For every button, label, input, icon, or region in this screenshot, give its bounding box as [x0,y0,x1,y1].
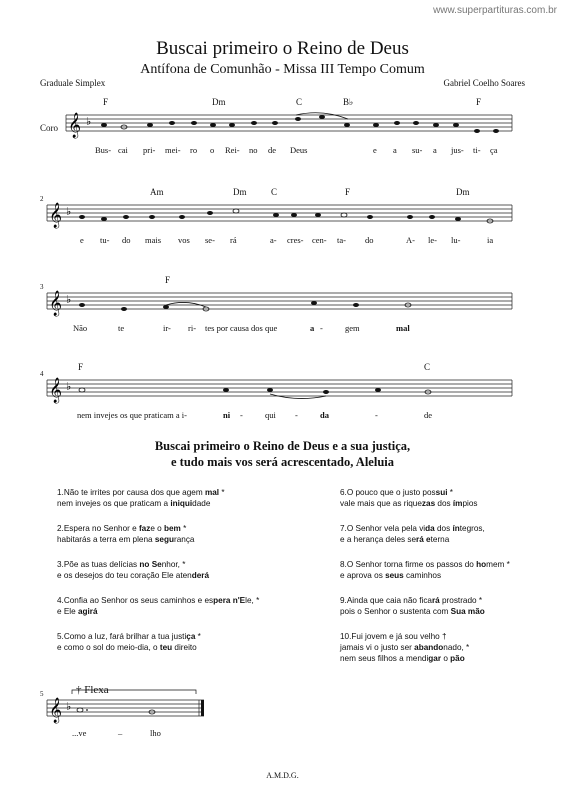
lyric-syllable: mei- [165,145,181,155]
flexa-system [0,680,565,740]
verse-text: sos [449,560,463,569]
verse-text: rá [416,535,424,544]
lyric-syllable: ta- [337,235,346,245]
verse-text: justi [169,632,187,641]
verse-text: pão [450,654,465,663]
verse-text: Ainda que caia não fica [346,596,432,605]
lyric-syllable: jus- [451,145,464,155]
footer-amdg: A.M.D.G. [266,771,299,780]
flexa-label: † Flexa [76,684,109,696]
lyric-syllable: ti- [473,145,481,155]
instrument-label: Coro [40,123,58,133]
verse-text: sui [435,488,448,497]
verse-text: e o [150,524,164,533]
lyric-syllable: lho [150,728,161,738]
verse-text: to [413,488,421,497]
lyric-syllable: do [365,235,374,245]
staff-2 [0,185,565,245]
chord-symbol: F [78,362,84,372]
verse-text: mão [467,607,485,616]
verse-text: * [180,524,187,533]
chord-symbol: Dm [456,187,470,197]
verse-3 [57,559,209,581]
verse-text: pios [462,499,478,508]
verse-number: 6. [340,488,347,497]
verse-text: Confia ao Senhor os seus caminhos e es [63,596,214,605]
staff-system-2 [0,185,565,245]
verse-text: dos [434,524,453,533]
lyric-syllable: a [433,145,437,155]
verse-text: * [476,596,483,605]
verse-10 [340,631,469,664]
lyric-syllable: ...ve [72,728,87,738]
verse-text: e Ele [57,607,78,616]
verse-number: 9. [340,596,347,605]
flat-icon: ♭ [66,205,72,218]
lyric-syllable: a [393,145,397,155]
verse-number: 2. [57,524,64,533]
flat-icon: ♭ [66,700,72,713]
verse-5 [57,631,201,653]
chord-symbol: C [296,97,303,107]
verse-text: ín [452,524,460,533]
chord-symbol: Am [150,187,164,197]
lyric-syllable: cres- [287,235,304,245]
treble-clef-icon: 𝄞 [49,378,63,403]
chord-symbol: F [345,187,351,197]
verse-text: nhos [423,571,442,580]
verse-number: 3. [57,560,64,569]
verse-text: nado, * [443,643,470,652]
lyric-syllable: tes por causa dos que [205,323,278,333]
lyric-syllable: da [320,410,329,420]
verse-text: * [219,488,225,497]
verse-9 [340,595,485,617]
verse-text: nhor [161,560,178,569]
lyric-syllable: ça [490,145,498,155]
lyric-syllable: de [424,410,433,420]
verses-right-column [340,487,560,662]
verse-number: 5. [57,632,64,641]
lyric-syllable: – [118,728,123,738]
verse-1 [57,487,225,509]
lyric-syllable: le- [428,235,437,245]
verse-text: do [462,560,477,569]
staff-system-1 [0,95,565,155]
verse-text: * [447,488,453,497]
lyric-syllable: vos [178,235,190,245]
verse-text: jamais vi o justo ser [340,643,415,652]
lyric-syllable: pri- [143,145,156,155]
flat-icon: ♭ [66,293,72,306]
lyric-syllable: - [295,410,298,420]
lyric-syllable: e [373,145,377,155]
verse-7 [340,523,485,545]
lyric-syllable: a [310,323,315,333]
verse-text: faz [138,524,151,533]
lyric-syllable: lu- [451,235,461,245]
verse-text: ho [476,560,487,569]
verse-text: bem [164,524,181,533]
verse-text: e aprova os [340,571,386,580]
verse-text: Se [151,560,162,569]
verse-text: Fui jovem e já sou velho † [351,632,447,641]
verse-text: ça [186,632,196,641]
verse-4 [57,595,259,617]
staff-system-4 [0,360,565,420]
staff-system-3 [0,273,565,333]
verse-text: abando [414,643,444,652]
lyric-syllable: - [375,410,378,420]
verse-text: aten [175,571,192,580]
measure-number: 3 [40,283,44,291]
verse-text: rança [173,535,195,544]
verse-text: agem [182,488,203,497]
verse-text: derá [191,571,210,580]
verse-text: le, * [245,596,260,605]
page-subtitle: Antífona de Comunhão - Missa III Tempo Comum [140,62,425,77]
treble-clef-icon: 𝄞 [68,113,82,138]
verse-text: e [426,535,431,544]
chord-symbol: F [476,97,482,107]
lyric-syllable: no [249,145,258,155]
verse-text: iniqui [170,499,193,508]
lyric-syllable: cen- [312,235,327,245]
verse-text: Não te irrites por causa dos que [63,488,183,497]
lyric-syllable: se- [205,235,215,245]
treble-clef-icon: 𝄞 [49,291,63,316]
lyric-syllable: e [80,235,84,245]
verse-text: trado [457,596,477,605]
composer: Gabriel Coelho Soares [443,78,525,88]
lyric-syllable: ni [223,410,231,420]
chord-symbol: C [271,187,278,197]
verse-text: Como a luz, fará brilhar a tu [63,632,165,641]
lyric-syllable: do [122,235,131,245]
lyric-syllable: ir- [163,323,171,333]
verse-text: segu [154,535,174,544]
lyric-syllable: gem [345,323,360,333]
verse-text: Põe as tuas delícias [63,560,140,569]
verse-6 [340,487,477,509]
verse-text: gar [428,654,442,663]
verse-text: agirá [77,607,98,616]
verse-text: zas [421,499,436,508]
verse-2 [57,523,194,545]
lyric-syllable: o [210,145,215,155]
lyric-syllable: nem invejes os que praticam a i- [77,410,187,420]
lyric-syllable: tu- [100,235,110,245]
verse-number: 4. [57,596,64,605]
measure-number: 2 [40,195,44,203]
verse-text: n'E [232,596,246,605]
lyric-syllable: rá [230,235,237,245]
verse-text: o [441,654,451,663]
lyric-syllable: Deus [290,145,308,155]
verse-text: seus [385,571,404,580]
verse-text: pros [439,596,458,605]
verse-text: nem seus filhos a mendi [340,654,429,663]
lyric-syllable: ia [487,235,494,245]
verse-text: Sua [450,607,466,616]
verse-text: ím [452,499,463,508]
verse-text: mem * [486,560,513,569]
verse-text: pera [213,596,231,605]
flat-icon: ♭ [86,115,92,128]
verse-text: a [164,632,170,641]
verse-text: e a herança deles se [340,535,417,544]
chord-symbol: Dm [212,97,226,107]
lyric-syllable: te [118,323,125,333]
chord-symbol: F [165,275,171,285]
lyric-syllable: - [240,410,243,420]
verse-text: dade [192,499,211,508]
lyric-syllable: Bus- [95,145,112,155]
treble-clef-icon: 𝄞 [49,698,63,723]
lyric-syllable: mais [145,235,162,245]
verse-text: direi [172,643,190,652]
lyric-syllable: cai [118,145,128,155]
verse-number: 10. [340,632,352,641]
verse-text: teu [159,643,173,652]
verse-text: rá [431,596,440,605]
verse-text: dos [435,499,453,508]
verse-text: vale mais que as rique [340,499,422,508]
lyric-syllable: su- [412,145,423,155]
verse-text: pois o Senhor o sustenta com [340,607,451,616]
verse-text: tegros, [459,524,485,533]
verse-text: pos [420,488,436,497]
verse-text: e os desejos do teu coração Ele [57,571,176,580]
verse-text: O pouco que o jus [346,488,414,497]
lyric-syllable: mal [396,323,410,333]
verse-text: to [189,643,197,652]
source-label: Graduale Simplex [40,78,106,88]
verse-number: 7. [340,524,347,533]
verse-text: Espera no Senhor e [63,524,139,533]
chord-symbol: F [103,97,109,107]
treble-clef-icon: 𝄞 [49,203,63,228]
verse-text: O Senhor vela pela vi [346,524,426,533]
lyric-syllable: Rei- [225,145,240,155]
verse-text: e como o sol do meio-dia, o [57,643,160,652]
verse-text: cami [403,571,424,580]
antiphon-text: Buscai primeiro o Reino de Deus e a sua justiça, e tudo mais vos será acrescentado, Aleluia [154,439,411,469]
verse-text: da [425,524,435,533]
verse-text: * [195,632,201,641]
verse-text: mal [204,488,220,497]
flat-icon: ♭ [66,380,72,393]
verse-number: 8. [340,560,347,569]
measure-number: 4 [40,370,44,378]
lyric-syllable: A- [406,235,415,245]
verse-text: , * [177,560,186,569]
lyric-syllable: - [320,323,323,333]
verse-text: terna [430,535,450,544]
chord-symbol: Dm [233,187,247,197]
lyric-syllable: a- [270,235,277,245]
verse-text: nem invejes os que praticam a [57,499,171,508]
verse-text: no [139,560,150,569]
verse-8 [340,559,512,581]
measure-number: 5 [40,690,44,698]
lyric-syllable: de [268,145,277,155]
verse-text: habitarás a terra em plena [57,535,155,544]
verse-number: 1. [57,488,64,497]
lyric-syllable: ro [190,145,198,155]
lyric-syllable: qui [265,410,276,420]
lyric-syllable: ri- [188,323,197,333]
page-title: Buscai primeiro o Reino de Deus [156,38,409,59]
chord-symbol: C [424,362,431,372]
lyric-syllable: Não [73,323,88,333]
verses-left-column [57,487,307,652]
verse-text: O Senhor torna firme os pas [346,560,450,569]
site-url: www.superpartituras.com.br [433,5,557,16]
chord-symbol: B♭ [343,97,354,107]
